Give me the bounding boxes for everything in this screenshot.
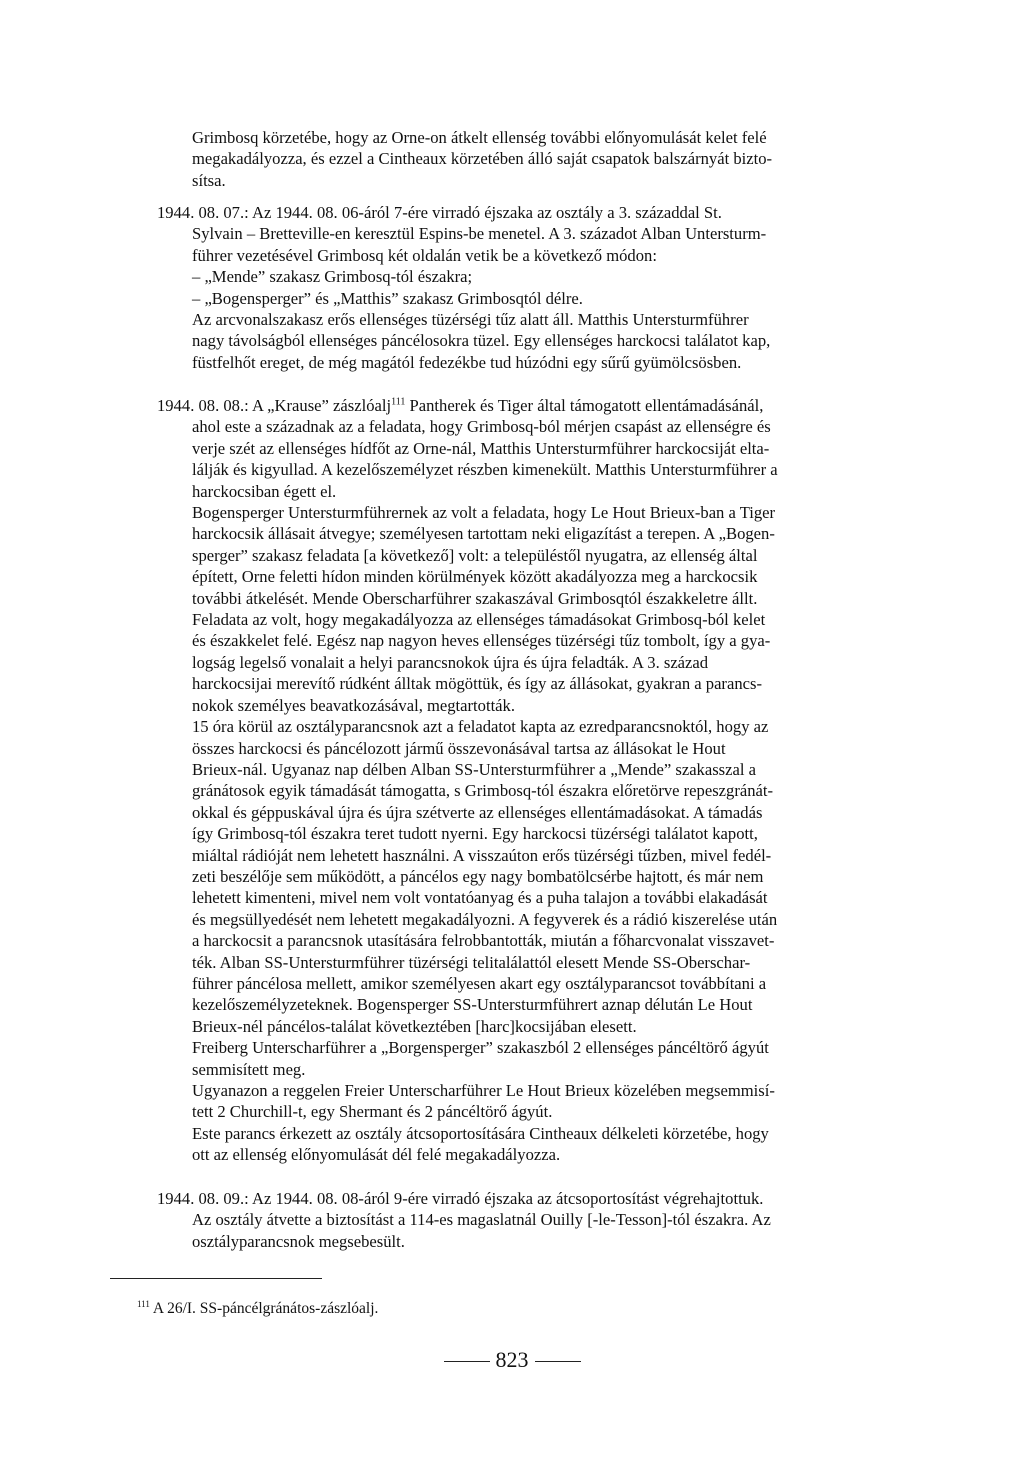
text-line: Freiberg Unterscharführer a „Borgensperger” szakaszból 2 ellenséges páncéltörő ágyút xyxy=(192,1038,769,1058)
text-line: harckocsik állásait átvegye; személyesen tartottam neki eligazítást a terepen. A „Bogen- xyxy=(192,524,775,544)
list-item: – „Bogensperger” és „Matthis” szakasz Grimbosqtól délre. xyxy=(192,288,583,308)
footnote-number: 111 xyxy=(137,1299,150,1309)
text-line: sítsa. xyxy=(192,170,226,190)
text-line: 15 óra körül az osztályparancsnok azt a feladatot kapta az ezredparancsnoktól, hogy az xyxy=(192,717,769,737)
list-item: – „Mende” szakasz Grimbosq-tól északra; xyxy=(192,267,473,287)
text-line: további átkelését. Mende Oberscharführer szakaszával Grimbosqtól északkeletre állt. xyxy=(192,588,758,608)
text-line: führer páncélosa mellett, amikor személyesen akart egy osztályparancsot továbbítani a xyxy=(192,973,767,993)
paragraph-intro xyxy=(192,127,897,191)
text-line: gránátosok egyik támadását támogatta, s Grimbosq-tól északra előretörve repeszgránát- xyxy=(192,781,774,801)
text-line: verje szét az ellenséges hídfőt az Orne-nál, Matthis Untersturmführer harckocsiját elta- xyxy=(192,438,770,458)
footnote-separator xyxy=(110,1278,322,1279)
diary-entry-1944-08-07 xyxy=(157,202,897,373)
text-line: Sylvain – Bretteville-en keresztül Espins-be menetel. A 3. századot Alban Untersturm- xyxy=(192,224,767,244)
text-line: Ugyanazon a reggelen Freier Unterscharführer Le Hout Brieux közelében megsemmisí- xyxy=(192,1081,775,1100)
text-line: Feladata az volt, hogy megakadályozza az ellenséges támadásokat Grimbosq-ból kelet xyxy=(192,610,766,630)
entry-date-line: 1944. 08. 08.: A „Krause” zászlóalj$^{111}$ Pantherek és Tiger által támogatott ellentámadásánál, xyxy=(157,396,764,415)
text-line: és északkelet felé. Egész nap nagyon heves ellenséges tüzérségi tűz tombolt, így a gya- xyxy=(192,631,771,651)
text-line: Brieux-nél páncélos-találat következtében [harc]kocsijában elesett. xyxy=(192,1016,637,1036)
footnote-reference: 111 xyxy=(391,396,406,408)
text-line: führer vezetésével Grimbosq két oldalán vetik be a következő módon: xyxy=(192,245,657,265)
text-line: Grimbosq körzetébe, hogy az Orne-on átkelt ellenség további előnyomulását kelet felé xyxy=(192,128,767,147)
text-line: harckocsijai merevítő rúdként álltak mögöttük, és így az állásokat, gyakran a parancs- xyxy=(192,674,762,694)
text-line: Bogensperger Untersturmführernek az volt a feladata, hogy Le Hout Brieux-ban a Tiger xyxy=(192,503,776,523)
entry-date-line: 1944. 08. 09.: Az 1944. 08. 08-áról 9-ére virradó éjszaka az átcsoportosítást végrehajtottuk. xyxy=(157,1189,764,1208)
text-line: így Grimbosq-tól északra teret tudott nyerni. Egy harckocsi tüzérségi találatot kapott, xyxy=(192,824,758,844)
text-line: Brieux-nál. Ugyanaz nap délben Alban SS-Untersturmführer a „Mende” szakasszal a xyxy=(192,759,756,779)
text-line: épített, Orne feletti hídon minden körülmények között akadályozza meg a harckocsik xyxy=(192,567,758,587)
diary-entry-1944-08-08 xyxy=(157,395,897,1166)
text-line: ték. Alban SS-Untersturmführer tüzérségi telitalálattól elesett Mende SS-Oberschar- xyxy=(192,952,751,972)
text-line: logság legelső vonalait a helyi parancsnokok újra és újra feladták. A 3. század xyxy=(192,652,709,672)
text-line: lehetett kimenteni, mivel nem volt vontatóanyag és a puha talajon a további elakadását xyxy=(192,888,768,908)
text-line: Az osztály átvette a biztosítást a 114-es magaslatnál Ouilly [-le-Tesson]-tól északra. Az xyxy=(192,1210,771,1230)
text-line: Este parancs érkezett az osztály átcsoportosítására Cintheaux délkeleti körzetébe, hogy xyxy=(192,1123,769,1143)
dash-left xyxy=(444,1361,490,1362)
text-line: kezelőszemélyzeteknek. Bogensperger SS-Untersturmführert aznap délután Le Hout xyxy=(192,995,753,1015)
text-line: ott az ellenség előnyomulását dél felé megakadályozza. xyxy=(192,1145,561,1165)
text-line: Az arcvonalszakasz erős ellenséges tüzérségi tűz alatt áll. Matthis Untersturmführer xyxy=(192,310,749,330)
text-line: miáltal rádióját nem lehetett használni. A visszaúton erős tüzérségi tűzben, mivel fedél- xyxy=(192,845,772,865)
page-number xyxy=(0,1347,1024,1373)
text-line: osztályparancsnok megsebesült. xyxy=(192,1231,405,1251)
page-number-value: 823 xyxy=(495,1347,529,1372)
diary-entry-1944-08-09 xyxy=(157,1188,897,1252)
text-line: nokok személyes beavatkozásával, megtartották. xyxy=(192,695,515,715)
footnote xyxy=(137,1294,378,1319)
text-line: zeti beszélője sem működött, a páncélos egy nagy bombatölcsérbe hajtott, és már nem xyxy=(192,866,764,886)
text-line: a harckocsit a parancsnok utasítására felrobbantották, miután a főharcvonalat visszavet- xyxy=(192,931,775,951)
text-line: összes harckocsi és páncélozott jármű összevonásával tartsa az állásokat le Hout xyxy=(192,738,726,758)
text-line: és megsüllyedését nem lehetett megakadályozni. A fegyverek és a rádió kiszerelése után xyxy=(192,909,778,929)
text-line: okkal és géppuskával újra és újra szétverte az ellenséges ellentámadásokat. A támadás xyxy=(192,802,763,822)
dash-right xyxy=(535,1361,581,1362)
entry-date-line: 1944. 08. 07.: Az 1944. 08. 06-áról 7-ére virradó éjszaka az osztály a 3. századdal St. xyxy=(157,203,722,222)
text-line: megakadályozza, és ezzel a Cintheaux körzetében álló saját csapatok balszárnyát bizto- xyxy=(192,149,773,169)
text-line: lálják és kigyullad. A kezelőszemélyzet részben kimenekült. Matthis Untersturmführer a xyxy=(192,460,778,480)
text-line: harckocsiban égett el. xyxy=(192,481,337,501)
text-line: semmisített meg. xyxy=(192,1059,306,1079)
text-line: sperger” szakasz feladata [a következő] volt: a településtől nyugatra, az ellenség által xyxy=(192,545,758,565)
text-line: ahol este a századnak az a feladata, hogy Grimbosq-ból mérjen csapást az ellenségre és xyxy=(192,417,771,437)
text-line: tett 2 Churchill-t, egy Shermant és 2 páncéltörő ágyút. xyxy=(192,1102,553,1122)
text-line: füstfelhőt ereget, de még magától fedezékbe tud húzódni egy sűrű gyümölcsösben. xyxy=(192,352,742,372)
text-line: nagy távolságból ellenséges páncélosokra tüzel. Egy ellenséges harckocsi találatot kap, xyxy=(192,331,771,351)
footnote-text: A 26/I. SS-páncélgránátos-zászlóalj. xyxy=(149,1300,379,1318)
